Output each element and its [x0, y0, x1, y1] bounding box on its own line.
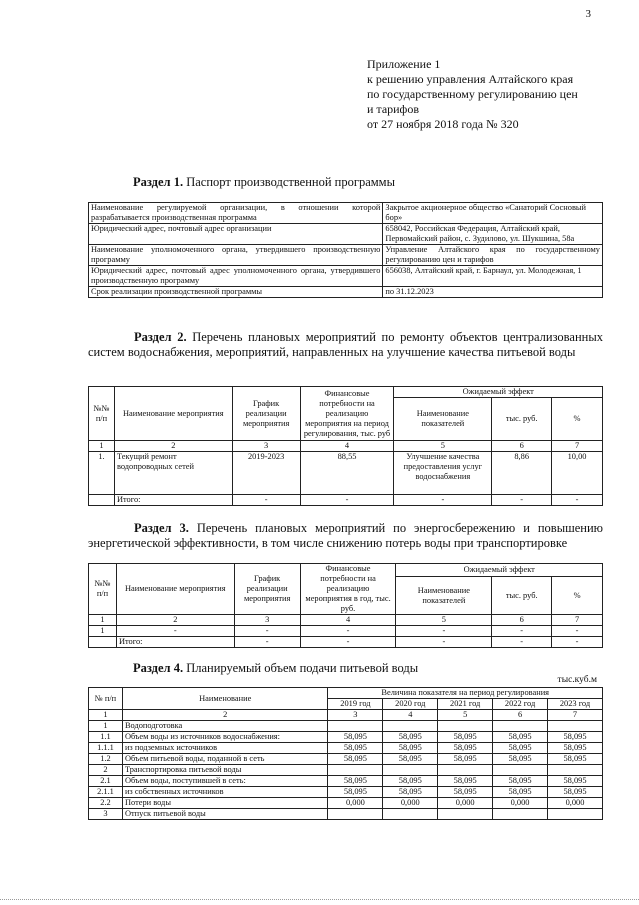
table-row — [89, 615, 603, 626]
section1-title-text: Паспорт производственной программы — [183, 175, 395, 189]
col-number: 7 — [548, 710, 603, 721]
row-value: 58,095 — [383, 743, 438, 754]
header-finance: Финансовые потребности на реализацию мероприятия на период регулирования, тыс. руб — [300, 387, 394, 441]
header-year: 2019 год — [328, 699, 383, 710]
row-value: 58,095 — [493, 776, 548, 787]
row-value — [548, 721, 603, 732]
row-num: 1.1.1 — [89, 743, 123, 754]
table-row — [89, 266, 603, 287]
row-name: Потери воды — [122, 798, 328, 809]
table-header-row — [89, 564, 603, 577]
table-row — [89, 287, 603, 298]
row-indicator: Улучшение качества предоставления услуг водоснабжения — [394, 452, 492, 495]
row-value: 58,095 — [438, 743, 493, 754]
col-number: 4 — [300, 615, 396, 626]
row-value: 58,095 — [383, 732, 438, 743]
row-value: 58,095 — [383, 787, 438, 798]
table-row — [89, 224, 603, 245]
section3-title — [88, 521, 603, 551]
header-finance: Финансовые потребности на реализацию мероприятия в год, тыс. руб. — [300, 564, 396, 615]
header-thousand: тыс. руб. — [492, 398, 552, 441]
row-name: Текущий ремонт водопроводных сетей — [114, 452, 232, 495]
header-thousand: тыс. руб. — [492, 577, 552, 615]
section3-table — [88, 563, 603, 648]
col-number: 6 — [492, 441, 552, 452]
table-row — [89, 765, 603, 776]
total-cell: - — [492, 495, 552, 506]
col-number: 6 — [493, 710, 548, 721]
row-value: 58,095 — [548, 754, 603, 765]
row-name: Отпуск питьевой воды — [122, 809, 328, 820]
total-cell: - — [552, 637, 603, 648]
row-num: 2.1 — [89, 776, 123, 787]
table-row — [89, 798, 603, 809]
header-percent: % — [552, 577, 603, 615]
row-value — [493, 721, 548, 732]
total-cell: - — [492, 637, 552, 648]
header-num: №№ п/п — [89, 564, 117, 615]
row-value: 0,000 — [493, 798, 548, 809]
table-row — [89, 787, 603, 798]
section3-title-text: Перечень плановых мероприятий по энергосбережению и повышению энергетической эффективности, в том числе снижению потерь воды при транспортировке — [88, 521, 603, 550]
row-value — [328, 809, 383, 820]
page-number: 3 — [585, 8, 591, 20]
row-value — [493, 809, 548, 820]
col-number: 3 — [232, 441, 300, 452]
empty-cell — [89, 495, 115, 506]
appendix-line: к решению управления Алтайского края — [367, 72, 574, 86]
header-num: №№ п/п — [89, 387, 115, 441]
table-row — [89, 452, 603, 495]
row-value: 58,095 — [438, 776, 493, 787]
header-name: Наименование — [122, 688, 328, 710]
col-number: 1 — [89, 615, 117, 626]
col-number: 7 — [552, 441, 603, 452]
row-name: из собственных источников — [122, 787, 328, 798]
table-row — [89, 732, 603, 743]
row-value — [383, 809, 438, 820]
row-value: 58,095 — [328, 787, 383, 798]
col-number: 5 — [438, 710, 493, 721]
appendix-line: и тарифов — [367, 102, 420, 116]
header-schedule: График реализации мероприятия — [234, 564, 300, 615]
row-value: 58,095 — [328, 776, 383, 787]
row-finance: 88,55 — [300, 452, 394, 495]
passport-value: по 31.12.2023 — [383, 287, 603, 298]
section4-title-text: Планируемый объем подачи питьевой воды — [183, 661, 419, 675]
empty-cell — [89, 637, 117, 648]
section3-title-bold: Раздел 3. — [134, 521, 189, 535]
passport-label: Юридический адрес, почтовый адрес уполномоченного органа, утвердившего производственную программу — [89, 266, 383, 287]
table-row — [89, 203, 603, 224]
passport-value: 656038, Алтайский край, г. Барнаул, ул. Молодежная, 1 — [383, 266, 603, 287]
header-name: Наименование мероприятия — [116, 564, 234, 615]
section2-title-text: Перечень плановых мероприятий по ремонту объектов централизованных систем водоснабжения, мероприятий, направленных на улучшение качества питьевой воды — [88, 330, 603, 359]
row-value: 58,095 — [548, 776, 603, 787]
row-value — [493, 765, 548, 776]
table-row — [89, 754, 603, 765]
col-number: 2 — [116, 615, 234, 626]
row-num: 2 — [89, 765, 123, 776]
col-number: 1 — [89, 710, 123, 721]
table-row — [89, 721, 603, 732]
section2-table — [88, 386, 603, 506]
row-value: 58,095 — [548, 743, 603, 754]
appendix-block — [367, 57, 607, 132]
col-number: 4 — [300, 441, 394, 452]
row-num: 1.2 — [89, 754, 123, 765]
row-value — [438, 721, 493, 732]
section2-title-bold: Раздел 2. — [134, 330, 187, 344]
row-value: 58,095 — [438, 732, 493, 743]
row-schedule: - — [234, 626, 300, 637]
row-num: 2.1.1 — [89, 787, 123, 798]
table-row — [89, 743, 603, 754]
table-row — [89, 441, 603, 452]
row-value: 58,095 — [438, 787, 493, 798]
row-value — [548, 809, 603, 820]
row-name: Объем воды из источников водоснабжения: — [122, 732, 328, 743]
row-value: 58,095 — [493, 754, 548, 765]
total-cell: - — [232, 495, 300, 506]
col-number: 4 — [383, 710, 438, 721]
row-num: 1 — [89, 721, 123, 732]
row-value — [328, 765, 383, 776]
col-number: 1 — [89, 441, 115, 452]
row-value — [328, 721, 383, 732]
col-number: 2 — [122, 710, 328, 721]
section4-title-bold: Раздел 4. — [133, 661, 184, 675]
row-value: 0,000 — [438, 798, 493, 809]
section1-title-bold: Раздел 1. — [133, 175, 184, 189]
header-year: 2020 год — [383, 699, 438, 710]
table-row — [89, 245, 603, 266]
table-row — [89, 626, 603, 637]
row-thousand: 8,86 — [492, 452, 552, 495]
table-row — [89, 710, 603, 721]
row-name: Водоподготовка — [122, 721, 328, 732]
total-label: Итого: — [114, 495, 232, 506]
row-value — [383, 765, 438, 776]
row-value: 0,000 — [328, 798, 383, 809]
appendix-line: Приложение 1 — [367, 57, 441, 71]
table-row — [89, 809, 603, 820]
row-indicator: - — [396, 626, 492, 637]
total-label: Итого: — [116, 637, 234, 648]
row-value: 58,095 — [493, 732, 548, 743]
page-bottom-edge — [0, 899, 639, 900]
col-number: 6 — [492, 615, 552, 626]
header-year: 2023 год — [548, 699, 603, 710]
row-value: 58,095 — [328, 743, 383, 754]
row-value — [438, 809, 493, 820]
total-cell: - — [300, 495, 394, 506]
header-period: Величина показателя на период регулирования — [328, 688, 603, 699]
section4-table — [88, 687, 603, 820]
header-num: № п/п — [89, 688, 123, 710]
total-cell: - — [396, 637, 492, 648]
row-value — [438, 765, 493, 776]
row-value — [548, 765, 603, 776]
row-value: 58,095 — [438, 754, 493, 765]
col-number: 2 — [114, 441, 232, 452]
section2-title — [88, 330, 603, 360]
row-percent: 10,00 — [552, 452, 603, 495]
row-value: 58,095 — [493, 787, 548, 798]
header-effect: Ожидаемый эффект — [396, 564, 603, 577]
section1-title — [133, 175, 395, 190]
row-value: 0,000 — [383, 798, 438, 809]
row-value: 58,095 — [328, 732, 383, 743]
table-row — [89, 637, 603, 648]
passport-table — [88, 202, 603, 298]
row-value: 58,095 — [383, 776, 438, 787]
appendix-line: от 27 ноября 2018 года № 320 — [367, 117, 519, 131]
passport-label: Наименование регулируемой организации, в отношении которой разрабатывается производственная программа — [89, 203, 383, 224]
header-effect: Ожидаемый эффект — [394, 387, 603, 398]
row-name: Объем воды, поступившей в сеть: — [122, 776, 328, 787]
row-value: 58,095 — [383, 754, 438, 765]
row-num: 2.2 — [89, 798, 123, 809]
passport-value: Управление Алтайского края по государственному регулированию цен и тарифов — [383, 245, 603, 266]
header-year: 2022 год — [493, 699, 548, 710]
col-number: 5 — [394, 441, 492, 452]
row-name: Транспортировка питьевой воды — [122, 765, 328, 776]
section4-title — [133, 661, 418, 676]
row-thousand: - — [492, 626, 552, 637]
row-finance: - — [300, 626, 396, 637]
row-value: 58,095 — [328, 754, 383, 765]
table-header-row — [89, 688, 603, 699]
row-num: 1 — [89, 626, 117, 637]
row-schedule: 2019-2023 — [232, 452, 300, 495]
header-schedule: График реализации мероприятия — [232, 387, 300, 441]
header-year: 2021 год — [438, 699, 493, 710]
row-name: - — [116, 626, 234, 637]
row-value: 58,095 — [493, 743, 548, 754]
header-indicator: Наименование показателей — [394, 398, 492, 441]
row-name: Объем питьевой воды, поданной в сеть — [122, 754, 328, 765]
passport-label: Наименование уполномоченного органа, утвердившего производственную программу — [89, 245, 383, 266]
row-value: 58,095 — [548, 787, 603, 798]
row-num: 1. — [89, 452, 115, 495]
passport-label: Юридический адрес, почтовый адрес организации — [89, 224, 383, 245]
total-cell: - — [394, 495, 492, 506]
passport-value: 658042, Российская Федерация, Алтайский край, Первомайский район, с. Зудилово, ул. Шукшина, 58а — [383, 224, 603, 245]
table-row — [89, 495, 603, 506]
table-header-row — [89, 387, 603, 398]
col-number: 3 — [234, 615, 300, 626]
row-num: 1.1 — [89, 732, 123, 743]
total-cell: - — [552, 495, 603, 506]
passport-label: Срок реализации производственной программы — [89, 287, 383, 298]
row-num: 3 — [89, 809, 123, 820]
passport-value: Закрытое акционерное общество «Санаторий Сосновый бор» — [383, 203, 603, 224]
row-value: 0,000 — [548, 798, 603, 809]
col-number: 5 — [396, 615, 492, 626]
unit-label: тыс.куб.м — [557, 675, 597, 685]
row-name: из подземных источников — [122, 743, 328, 754]
header-indicator: Наименование показателей — [396, 577, 492, 615]
table-row — [89, 776, 603, 787]
row-percent: - — [552, 626, 603, 637]
col-number: 3 — [328, 710, 383, 721]
header-percent: % — [552, 398, 603, 441]
row-value: 58,095 — [548, 732, 603, 743]
appendix-line: по государственному регулированию цен — [367, 87, 578, 101]
col-number: 7 — [552, 615, 603, 626]
row-value — [383, 721, 438, 732]
total-cell: - — [300, 637, 396, 648]
total-cell: - — [234, 637, 300, 648]
header-name: Наименование мероприятия — [114, 387, 232, 441]
